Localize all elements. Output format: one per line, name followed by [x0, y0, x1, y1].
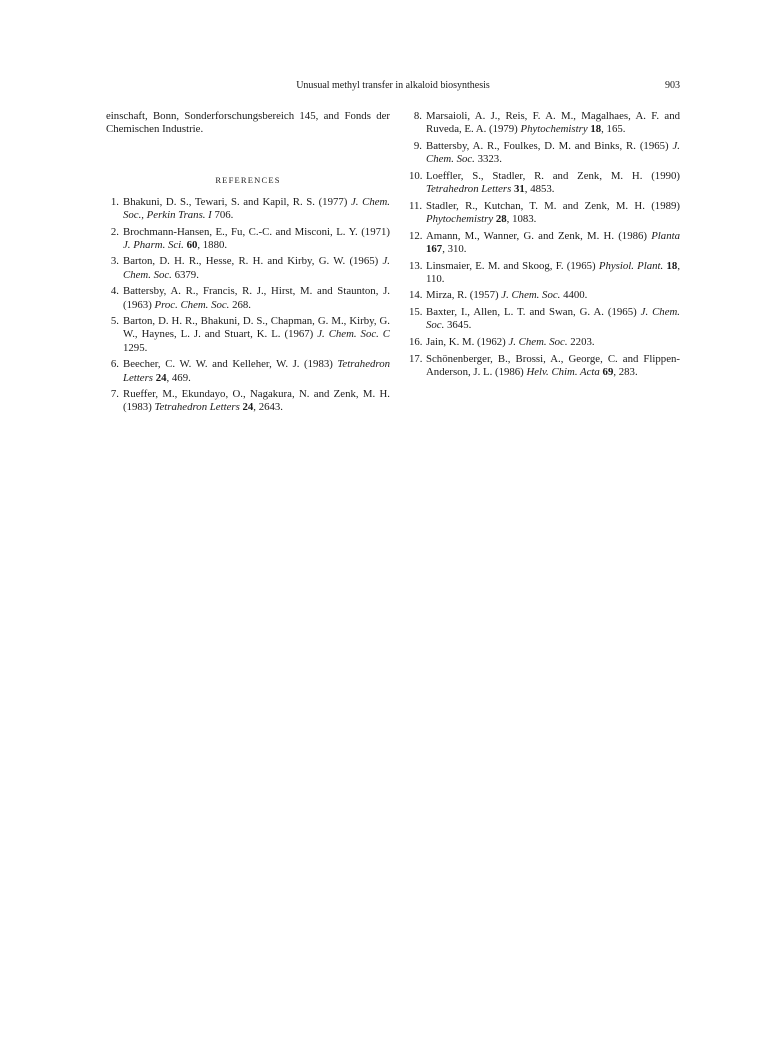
reference-authors: Linsmaier, E. M. and Skoog, F. (1965) — [426, 259, 596, 272]
reference-number: 9. — [413, 139, 422, 152]
reference-item — [409, 289, 680, 302]
reference-authors: Brochmann-Hansen, E., Fu, C.-C. and Misconi, L. Y. (1971) — [123, 225, 390, 238]
reference-journal: J. Chem. Soc., Perkin Trans. I — [123, 195, 391, 221]
reference-list-right — [409, 110, 680, 379]
reference-journal: J. Chem. Soc. — [508, 336, 568, 349]
reference-volume: 31 — [514, 183, 525, 196]
reference-authors: Battersby, A. R., Foulkes, D. M. and Binks, R. (1965) — [426, 139, 669, 152]
reference-volume: 24 — [155, 371, 167, 384]
reference-pages: 4400. — [563, 289, 588, 302]
reference-pages: 268. — [232, 298, 251, 311]
acknowledgements-text: einschaft, Bonn, Sonderforschungsbereich 145, and Fonds der Chemischen Industrie. — [106, 110, 390, 136]
reference-journal: Helv. Chim. Acta — [526, 365, 600, 378]
page-number: 903 — [665, 80, 680, 91]
reference-authors: Barton, D. H. R., Bhakuni, D. S., Chapman, G. M., Kirby, G. W., Haynes, L. J. and Stuart, K. L. (1967) — [123, 315, 390, 341]
reference-item — [106, 255, 390, 281]
reference-authors: Mirza, R. (1957) — [426, 289, 499, 302]
reference-journal: Phytochemistry — [426, 212, 494, 225]
reference-item — [106, 388, 390, 414]
reference-item — [409, 170, 680, 196]
reference-pages: 6379. — [174, 268, 199, 281]
reference-authors: Schönenberger, B., Brossi, A., George, C. and Flippen-Anderson, J. L. (1986) — [426, 352, 680, 378]
reference-item — [409, 200, 680, 226]
reference-journal: J. Chem. Soc. C — [317, 328, 391, 341]
reference-authors: Rueffer, M., Ekundayo, O., Nagakura, N. and Zenk, M. H. (1983) — [123, 388, 390, 414]
reference-authors: Barton, D. H. R., Hesse, R. H. and Kirby, G. W. (1965) — [123, 255, 379, 268]
reference-item — [106, 226, 390, 252]
reference-item — [409, 353, 680, 379]
reference-journal: Tetrahedron Letters — [426, 183, 512, 196]
reference-number: 8. — [413, 110, 422, 122]
reference-volume: 18 — [590, 123, 602, 136]
reference-number: 6. — [110, 358, 119, 371]
reference-authors: Bhakuni, D. S., Tewari, S. and Kapil, R. S. (1977) — [123, 195, 348, 208]
reference-journal: Proc. Chem. Soc. — [154, 298, 230, 311]
reference-volume: 28 — [495, 212, 507, 225]
reference-item — [106, 285, 390, 311]
reference-number: 1. — [110, 195, 119, 208]
reference-authors: Beecher, C. W. W. and Kelleher, W. J. (1983) — [123, 358, 333, 371]
reference-authors: Jain, K. M. (1962) — [426, 336, 506, 349]
reference-pages: , 1083. — [506, 212, 537, 225]
reference-pages: 706. — [214, 208, 234, 221]
reference-number: 10. — [409, 169, 423, 182]
reference-number: 2. — [110, 225, 119, 238]
reference-journal: J. Chem. Soc. — [426, 139, 680, 166]
reference-item — [106, 196, 390, 222]
reference-pages: 1295. — [123, 341, 148, 354]
reference-item — [409, 110, 680, 136]
reference-volume: 24 — [242, 401, 254, 414]
reference-volume: 167 — [426, 242, 443, 255]
reference-pages: 3323. — [477, 153, 502, 166]
reference-journal: Physiol. Plant. — [598, 259, 664, 272]
reference-volume: 18 — [666, 259, 678, 272]
references-heading: REFERENCES — [215, 175, 281, 186]
reference-journal: J. Chem. Soc. — [501, 289, 561, 302]
reference-item — [409, 230, 680, 256]
reference-authors: Battersby, A. R., Francis, R. J., Hirst, M. and Staunton, J. (1963) — [123, 285, 390, 311]
reference-item — [106, 315, 390, 355]
reference-authors: Baxter, I., Allen, L. T. and Swan, G. A. (1965) — [426, 306, 637, 319]
reference-pages: , 110. — [426, 259, 681, 285]
reference-number: 17. — [409, 352, 423, 365]
reference-item — [409, 306, 680, 332]
reference-number: 16. — [409, 336, 423, 349]
reference-volume: 69 — [602, 365, 614, 378]
reference-authors: Marsaioli, A. J., Reis, F. A. M., Magalhaes, A. F. and Ruveda, E. A. (1979) — [426, 110, 680, 136]
reference-pages: , 310. — [442, 242, 467, 255]
reference-journal: Tetrahedron Letters — [123, 358, 390, 384]
reference-pages: , 283. — [613, 365, 638, 378]
reference-pages: 2203. — [570, 336, 595, 349]
reference-pages: , 4853. — [524, 183, 555, 196]
reference-item — [409, 336, 680, 349]
reference-item — [106, 358, 390, 384]
reference-item — [409, 140, 680, 166]
reference-list-left — [106, 196, 390, 415]
reference-number: 14. — [409, 289, 423, 302]
left-column — [106, 110, 390, 418]
running-head — [106, 80, 680, 94]
reference-authors: Stadler, R., Kutchan, T. M. and Zenk, M. H. (1989) — [426, 199, 680, 212]
reference-number: 4. — [110, 285, 119, 298]
reference-pages: , 2643. — [253, 401, 283, 414]
reference-journal: Planta — [651, 229, 680, 242]
reference-number: 7. — [110, 388, 119, 401]
reference-item — [409, 260, 680, 286]
reference-number: 15. — [409, 306, 423, 319]
reference-journal: J. Chem. Soc. — [123, 255, 390, 281]
reference-pages: , 1880. — [197, 238, 228, 251]
reference-journal: Phytochemistry — [520, 123, 588, 136]
right-column — [409, 110, 680, 383]
reference-pages: , 165. — [601, 123, 626, 136]
reference-journal: J. Pharm. Sci. — [123, 238, 184, 251]
reference-authors: Amann, M., Wanner, G. and Zenk, M. H. (1986) — [426, 229, 647, 242]
running-title: Unusual methyl transfer in alkaloid biosynthesis — [296, 80, 490, 91]
reference-authors: Loeffler, S., Stadler, R. and Zenk, M. H. (1990) — [426, 169, 680, 182]
reference-number: 13. — [409, 259, 423, 272]
reference-number: 11. — [409, 199, 423, 212]
reference-number: 3. — [110, 255, 119, 268]
reference-pages: 3645. — [447, 319, 472, 332]
reference-journal: J. Chem. Soc. — [426, 306, 680, 332]
reference-pages: , 469. — [166, 371, 191, 384]
reference-number: 12. — [409, 229, 423, 242]
reference-number: 5. — [110, 315, 119, 328]
reference-volume: 60 — [186, 238, 198, 251]
reference-journal: Tetrahedron Letters — [154, 401, 240, 414]
